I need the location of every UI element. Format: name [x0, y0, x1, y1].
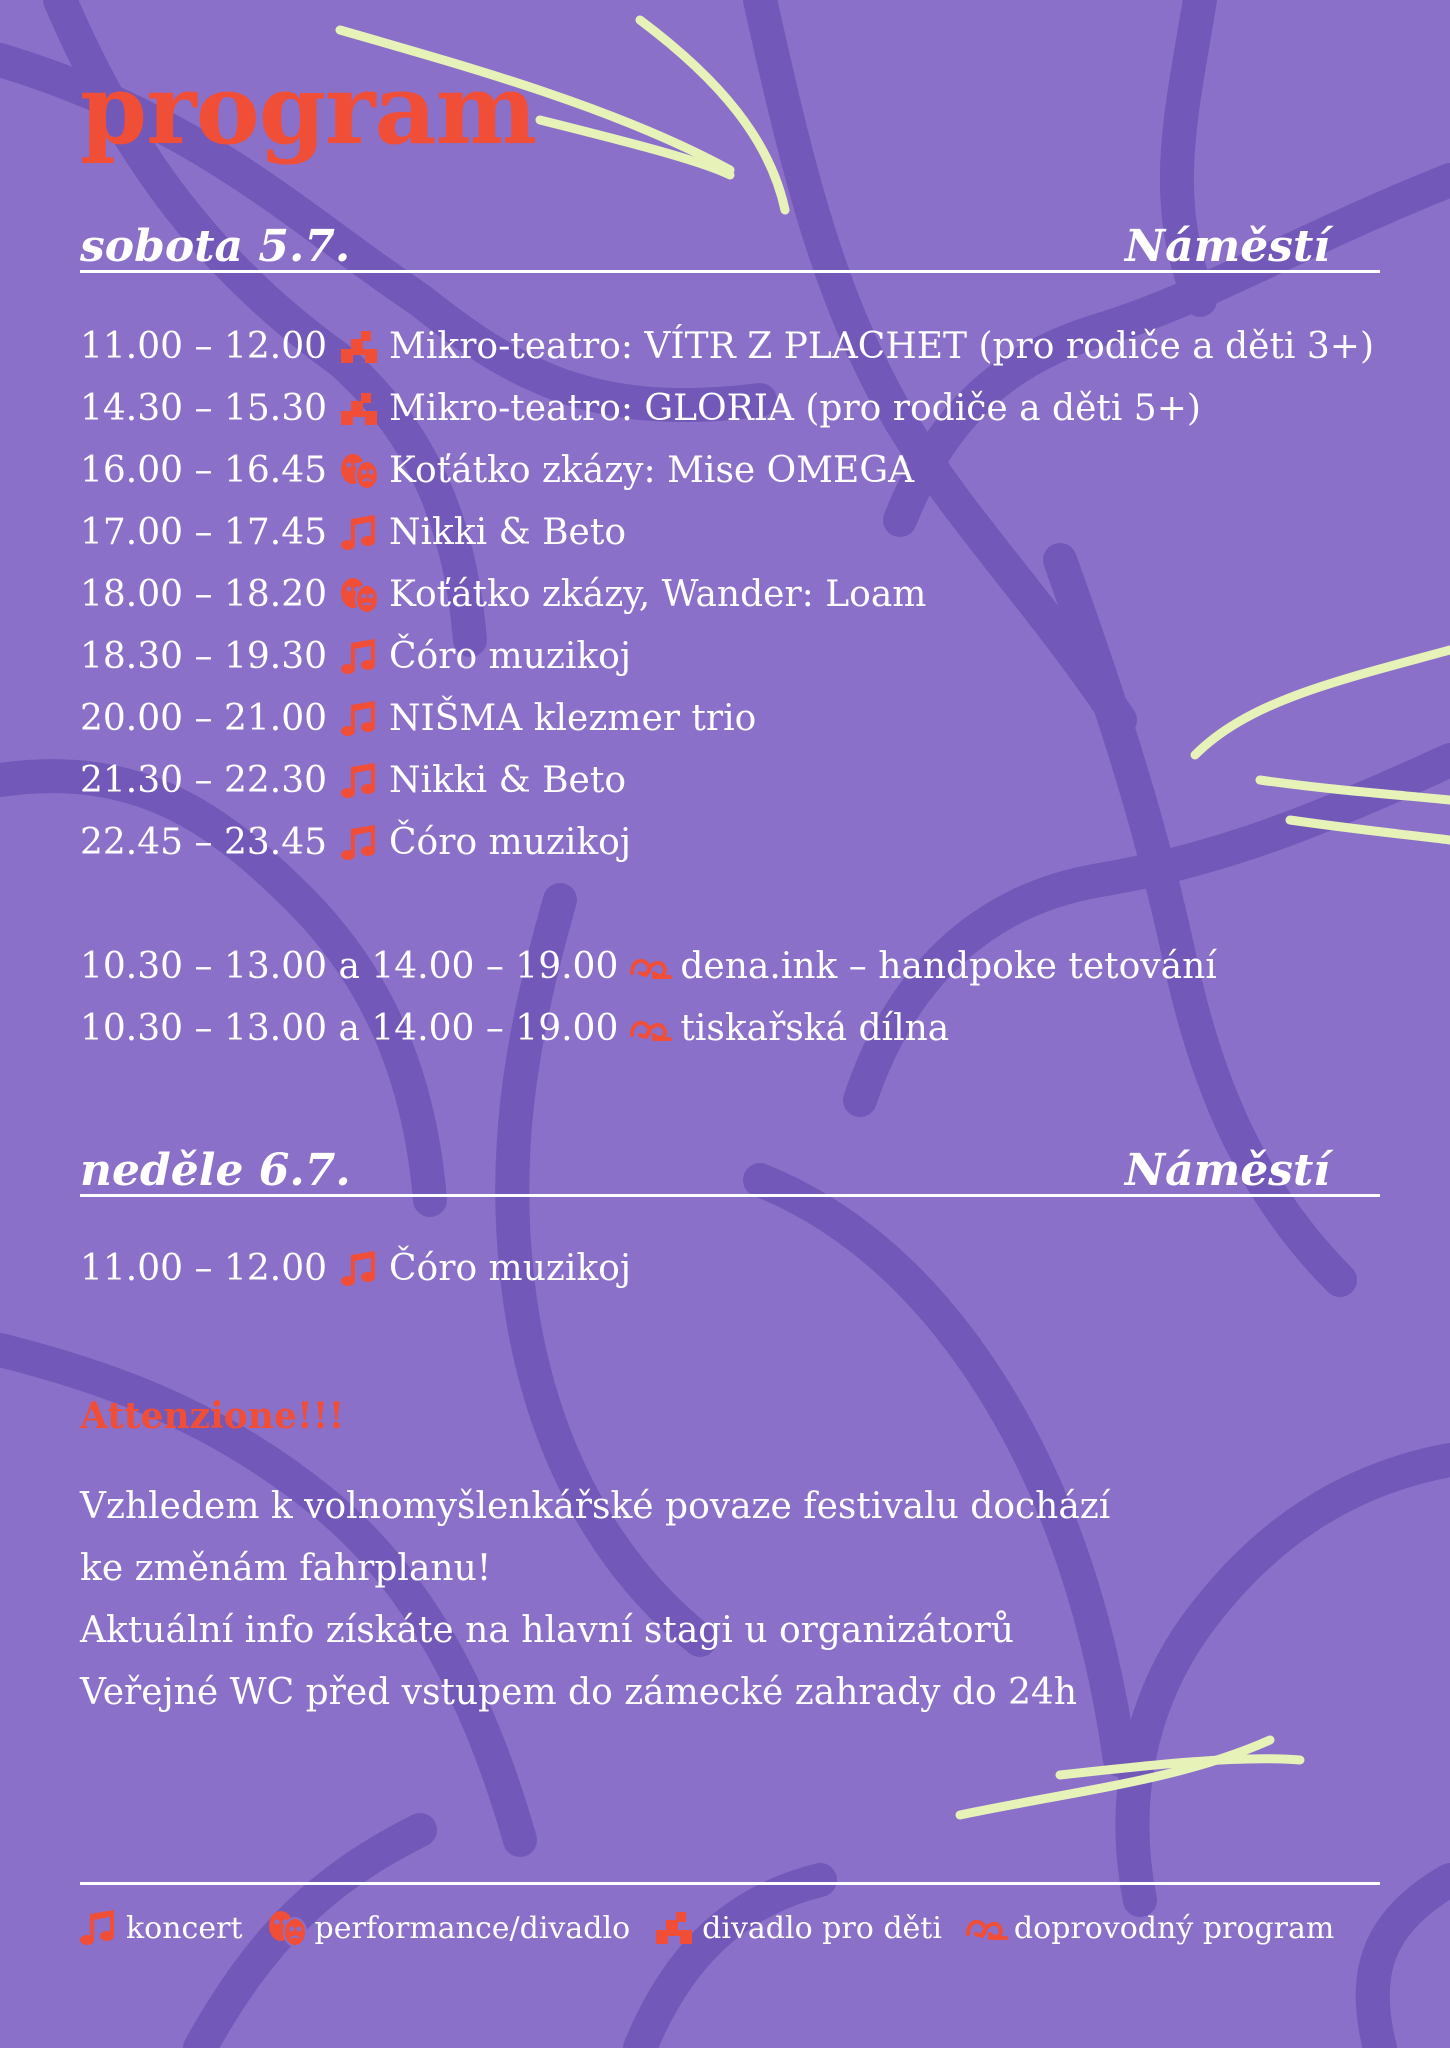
sunday-day: neděle 6.7.	[80, 1145, 351, 1196]
event-title: tiskařská dílna	[680, 1008, 950, 1049]
legend-label: divadlo pro děti	[702, 1910, 942, 1946]
saturday-place: Náměstí	[1124, 221, 1330, 272]
music-note-icon	[333, 823, 385, 863]
event-time: 21.30 – 22.30	[80, 760, 328, 801]
event-time: 22.45 – 23.45	[80, 822, 328, 863]
event-time: 14.30 – 15.30	[80, 388, 328, 429]
event-title: dena.ink – handpoke tetování	[680, 946, 1217, 987]
saturday-header	[80, 210, 1380, 273]
legend-label: performance/divadlo	[314, 1910, 631, 1946]
event-title: Čóro muzikoj	[389, 1248, 632, 1289]
event-time: 18.30 – 19.30	[80, 636, 328, 677]
event-time: 18.00 – 18.20	[80, 574, 328, 615]
legend-item-side-program	[964, 1908, 1334, 1948]
notice-line: Veřejné WC před vstupem do zámecké zahrady do 24h	[80, 1672, 1078, 1713]
schedule-row	[80, 942, 1217, 992]
event-title: Nikki & Beto	[389, 512, 627, 553]
legend-label: koncert	[126, 1910, 243, 1946]
schedule-row	[80, 570, 926, 620]
legend-label: doprovodný program	[1013, 1910, 1335, 1946]
sunday-header	[80, 1134, 1380, 1197]
event-time: 10.30 – 13.00 a 14.00 – 19.00	[80, 946, 619, 987]
event-title: Čóro muzikoj	[389, 636, 632, 677]
event-time: 11.00 – 12.00	[80, 1248, 328, 1289]
kids-theatre-icon	[652, 1908, 696, 1948]
event-title: Čóro muzikoj	[389, 822, 632, 863]
schedule-row	[80, 818, 631, 868]
music-note-icon	[333, 637, 385, 677]
music-note-icon	[333, 761, 385, 801]
kids-theatre-icon	[333, 327, 385, 367]
legend-item-performance	[265, 1908, 631, 1948]
event-title: Nikki & Beto	[389, 760, 627, 801]
legend-item-kids-theatre	[652, 1908, 942, 1948]
music-note-icon	[333, 699, 385, 739]
music-note-icon	[333, 513, 385, 553]
schedule-row	[80, 384, 1201, 434]
event-title: Koťátko zkázy: Mise OMEGA	[389, 450, 915, 491]
sunday-place: Náměstí	[1124, 1145, 1330, 1196]
schedule-row	[80, 1004, 949, 1054]
side-program-icon	[624, 947, 676, 987]
schedule-row	[80, 446, 914, 496]
event-title: Koťátko zkázy, Wander: Loam	[389, 574, 927, 615]
schedule-row	[80, 1244, 631, 1294]
schedule-row	[80, 756, 626, 806]
page-title: program	[80, 53, 537, 166]
event-title: Mikro-teatro: GLORIA (pro rodiče a děti 5+)	[389, 388, 1201, 429]
notice-line: Aktuální info získáte na hlavní stagi u organizátorů	[80, 1610, 1014, 1651]
music-note-icon	[76, 1908, 120, 1948]
masks-icon	[333, 451, 385, 491]
side-program-icon	[964, 1908, 1008, 1948]
side-program-icon	[624, 1009, 676, 1049]
masks-icon	[265, 1908, 309, 1948]
schedule-row	[80, 322, 1374, 372]
saturday-day: sobota 5.7.	[80, 221, 351, 272]
event-title: NIŠMA klezmer trio	[389, 698, 757, 739]
event-time: 10.30 – 13.00 a 14.00 – 19.00	[80, 1008, 619, 1049]
legend-item-concert	[76, 1908, 243, 1948]
schedule-row	[80, 632, 631, 682]
legend-divider	[80, 1882, 1380, 1885]
schedule-row	[80, 694, 756, 744]
event-time: 20.00 – 21.00	[80, 698, 328, 739]
kids-theatre-icon	[333, 389, 385, 429]
event-time: 17.00 – 17.45	[80, 512, 328, 553]
music-note-icon	[333, 1249, 385, 1289]
notice-line: Vzhledem k volnomyšlenkářské povaze festivalu dochází	[80, 1486, 1111, 1527]
event-time: 16.00 – 16.45	[80, 450, 328, 491]
notice-heading: Attenzione!!!	[80, 1395, 345, 1437]
notice-line: ke změnám fahrplanu!	[80, 1548, 492, 1589]
event-title: Mikro-teatro: VÍTR Z PLACHET (pro rodiče a děti 3+)	[389, 326, 1375, 367]
legend	[76, 1906, 1356, 1950]
event-time: 11.00 – 12.00	[80, 326, 328, 367]
schedule-row	[80, 508, 626, 558]
masks-icon	[333, 575, 385, 615]
